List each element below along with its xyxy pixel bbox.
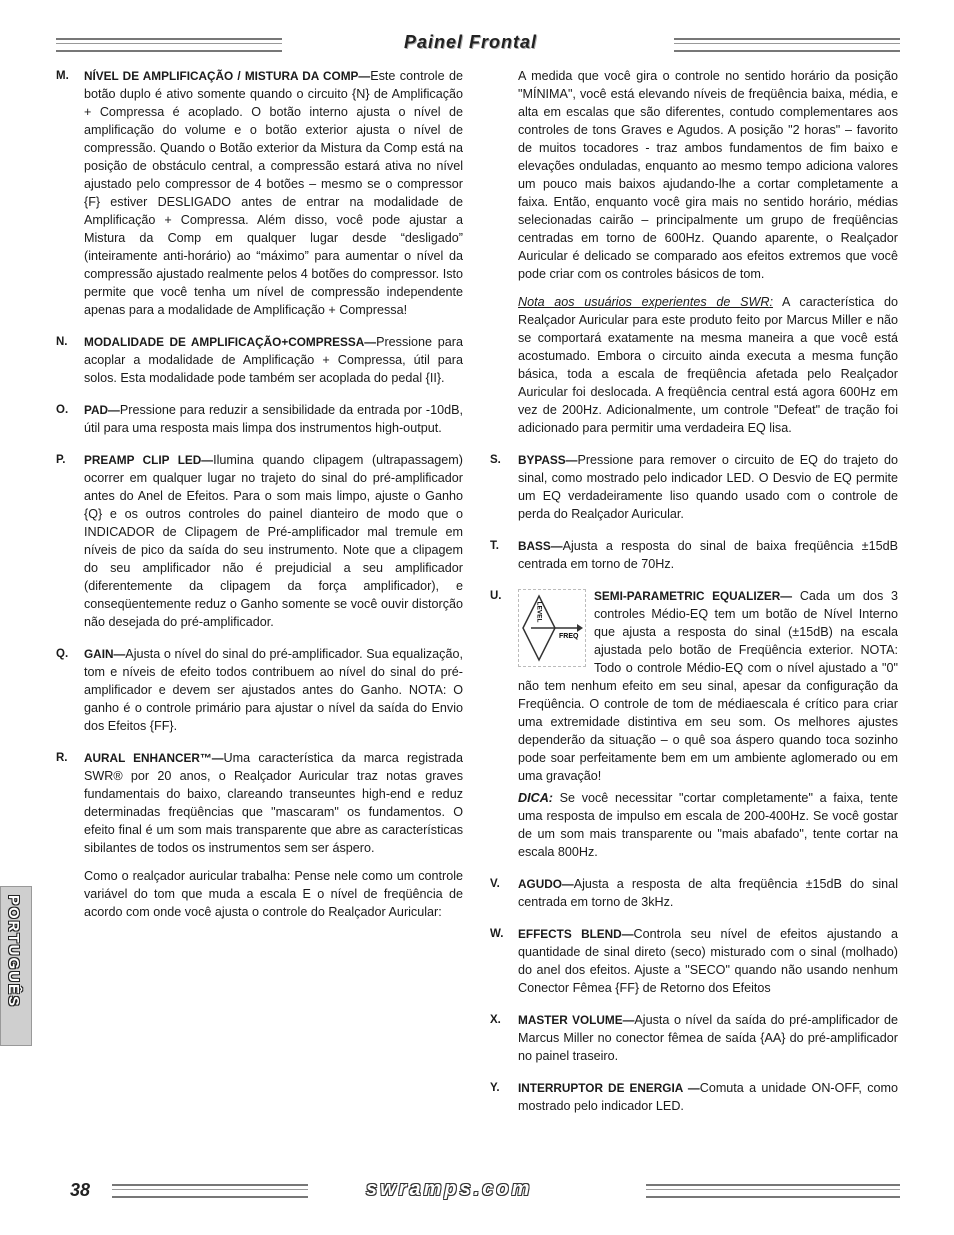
- item-term: PREAMP CLIP LED—: [84, 453, 214, 467]
- item-term: AGUDO—: [518, 877, 574, 891]
- item-m: [56, 67, 463, 319]
- item-letter: Y.: [490, 1082, 500, 1094]
- item-text: Pressione para remover o circuito de EQ do trajeto do sinal, como mostrado pelo indicador LED. O Desvio de EQ permite um EQ verdadeiramente liso quando usado com o controle de perda do Realçador Auricular.: [518, 453, 898, 521]
- item-text: Ajusta a resposta de alta freqüência ±15dB do sinal centrada em torno de 3kHz.: [518, 877, 898, 909]
- item-text: Ajusta a resposta do sinal de baixa freqüência ±15dB centrada em torno de 70Hz.: [518, 539, 898, 571]
- note-label: Nota aos usuários experientes de SWR:: [518, 295, 773, 309]
- item-term: PAD—: [84, 403, 120, 417]
- item-term: NÍVEL DE AMPLIFICAÇÃO / MISTURA DA COMP—: [84, 69, 371, 83]
- item-letter: M.: [56, 70, 69, 82]
- item-u: [490, 587, 898, 785]
- item-body: [518, 925, 898, 997]
- item-body: [518, 1079, 898, 1115]
- item-text: Ajusta o nível da saída do pré-amplificador de Marcus Miller no conector fêmea de saída {AA} do pré-amplificador no painel traseiro.: [518, 1013, 898, 1063]
- item-letter: T.: [490, 540, 499, 552]
- item-letter: Q.: [56, 648, 69, 660]
- item-body: [518, 587, 898, 785]
- item-body: [84, 333, 463, 387]
- item-text: Ajusta o nível do sinal do pré-amplificador. Sua equalização, tom e níveis de efeito todos contribuem ao nível do sinal do pré-amplificador e devem ser ajustados antes do Ganho. NOTA: O ganho é o controle primário para ajustar o nível da saída do Envio dos Efeitos {FF}.: [84, 647, 463, 733]
- item-body: [84, 67, 463, 319]
- item-letter: W.: [490, 928, 504, 940]
- item-letter: S.: [490, 454, 501, 466]
- item-p: [56, 451, 463, 631]
- item-n: [56, 333, 463, 387]
- item-letter: U.: [490, 590, 502, 602]
- item-text: Ilumina quando clipagem (ultrapassagem) ocorrer em qualquer lugar no trajeto do sinal do pré-amplificador antes do Anel de Efeitos. Para o som mais limpo, ajuste o Ganho {Q} e os outros controles do painel dianteiro de modo que o INDICADOR de Clipagem de Pré-amplificador mal tremule em níveis de pico da saída do seu instrumento. Note que a clipagem do seu amplificador não é prejudicial a seu amplificador (diferentemente da clipagem da força amplificador), e conseqüentemente reduz o Ganho somente se você ouvir distorção não desejada do pré-amplificador.: [84, 453, 463, 629]
- item-term: MASTER VOLUME—: [518, 1013, 635, 1027]
- item-letter: R.: [56, 752, 68, 764]
- item-body: [84, 451, 463, 631]
- item-body: [518, 1011, 898, 1065]
- page-number: 38: [70, 1180, 91, 1200]
- eq-knob-icon: [518, 589, 586, 667]
- item-q: [56, 645, 463, 735]
- item-text: Cada um dos 3 controles Médio-EQ tem um botão de Nível Interno que ajusta a resposta do sinal (±15dB) na escala ajustada pelo botão de Freqüência exterior. NOTA: Todo o controle Médio-EQ com o nível ajustado a "0" não tem nenhum efeito em seu sinal, apesar da configuração da Freqüência. O controle de tom de médiaescala é crítico para criar uma extremidade distintiva em seu som. Os melhores ajustes dependerão da situação – o quê soa áspero quando toca sozinho pode soar perfeitamente bem em um ambiente aglomerado ou em uma gravação!: [518, 589, 898, 783]
- item-letter: N.: [56, 336, 68, 348]
- item-t: [490, 537, 898, 573]
- dica-text: Se você necessitar "cortar completamente" a faixa, tente uma resposta de impulso em escala de 200-400Hz. Se você gostar de um som mais transparente ou "mais abafado", tente cortar na escala 800Hz.: [518, 791, 898, 859]
- item-v: [490, 875, 898, 911]
- item-text: Comuta a unidade ON-OFF, como mostrado pelo indicador LED.: [518, 1081, 898, 1113]
- item-term: BYPASS—: [518, 453, 578, 467]
- item-body: [518, 875, 898, 911]
- right-column: [490, 67, 898, 1129]
- footer-site: swramps.com: [366, 1178, 533, 1200]
- dica-label: DICA:: [518, 791, 553, 805]
- item-term: MODALIDADE DE AMPLIFICAÇÃO+COMPRESSA—: [84, 335, 377, 349]
- language-tab: [0, 886, 32, 1046]
- page-title: Painel Frontal: [404, 32, 538, 52]
- level-label: LEVEL: [535, 601, 543, 623]
- item-term: GAIN—: [84, 647, 126, 661]
- header-rule-left: [56, 38, 282, 52]
- item-letter: O.: [56, 404, 69, 416]
- freq-arrow-head: [577, 624, 583, 632]
- aural-enhancer-continued: A medida que você gira o controle no sentido horário da posição "MÍNIMA", você está elevando níveis de freqüência baixa, média, e alta em escalas que são diferentes, contudo complementares aos controles de tons Graves e Agudos. A posição "2 horas" – favorito de muitos tocadores - traz ambos fundamentos de fim baixo e elevações onduladas, enquanto ao mesmo tempo adiciona valores um pouco mais baixos ajudando-lhe a cortar completamente a faixa. Então, enquanto você gira mais no sentido horário, médias selecionadas cairão – principalmente um grupo de freqüências centradas em torno de 600Hz. Quando aparente, o Realçador Auricular é delicado se comparado aos efeitos extremos que você pode criar com os controles básicos de tom.: [518, 69, 898, 281]
- item-text: Controla seu nível de efeitos ajustando a quantidade de sinal direto (seco) misturado com o sinal (molhado) do anel dos efeitos. Ajuste a "SECO" quando não usando nenhum Conector Fêmea {FF} de Retorno dos Efeitos: [518, 927, 898, 995]
- item-body: [84, 749, 463, 931]
- item-text-2: Como o realçador auricular trabalha: Pense nele como um controle variável do tom que muda a escala E o nível de freqüência de acordo com onde você ajusta o controle do Realçador Auricular:: [84, 869, 463, 919]
- eq-knob-svg: [519, 590, 585, 666]
- item-term: SEMI-PARAMETRIC EQUALIZER—: [594, 589, 793, 603]
- swr-note: [518, 293, 898, 437]
- left-column: [56, 67, 463, 945]
- item-w: [490, 925, 898, 997]
- item-letter: P.: [56, 454, 66, 466]
- note-text: A característica do Realçador Auricular para este produto feito por Marcus Miller e não se comportará exatamente na mesma maneira a que você está acostumado. Embora o circuito ainda executa a mesma função básica, toda a escala de freqüência afetada pelo Realçador Auricular foi deslocada. A freqüência central está agora 600Hz em vez de 200Hz. Adicionalmente, um controle "Defeat" de tração foi adicionado para permitir uma verdadeira EQ lisa.: [518, 295, 898, 435]
- item-letter: X.: [490, 1014, 501, 1026]
- item-s: [490, 451, 898, 523]
- item-text: Pressione para acoplar a modalidade de Amplificação + Compressa, útil para solos. Esta modalidade pode também ser acoplada do pedal {II}.: [84, 335, 463, 385]
- item-o: [56, 401, 463, 437]
- item-body: [518, 451, 898, 523]
- item-text: Uma característica da marca registrada SWR® por 20 anos, o Realçador Auricular traz notas graves fundamentais do baixo, clareando transeuntes high-end e reduz determinadas freqüências que "mascaram" os fundamentos. O efeito final é um som mais transparente que abre as características sibilantes de todos os instrumentos sem ser áspero.: [84, 751, 463, 855]
- item-body: [84, 401, 463, 437]
- header-rule-right: [674, 38, 900, 52]
- item-text: Pressione para reduzir a sensibilidade da entrada por -10dB, útil para uma resposta mais limpa dos instrumentos high-output.: [84, 403, 463, 435]
- item-term: EFFECTS BLEND—: [518, 927, 634, 941]
- freq-label: FREQ: [559, 633, 579, 640]
- item-y: [490, 1079, 898, 1115]
- item-term: BASS—: [518, 539, 563, 553]
- item-term: INTERRUPTOR DE ENERGIA —: [518, 1081, 700, 1095]
- item-body: [518, 537, 898, 573]
- footer-rule-left: [112, 1184, 308, 1198]
- item-letter: V.: [490, 878, 500, 890]
- item-x: [490, 1011, 898, 1065]
- item-term: AURAL ENHANCER™—: [84, 751, 224, 765]
- language-tab-label: PORTUGUÊS: [5, 895, 22, 1009]
- dica-note: [518, 789, 898, 861]
- item-body: [84, 645, 463, 735]
- item-r: [56, 749, 463, 931]
- footer-rule-right: [646, 1184, 900, 1198]
- item-text: Este controle de botão duplo é ativo somente quando o circuito {N} de Amplificação + Compressa é acoplado. O botão interno ajusta o nível de amplificação do volume e o botão exterior ajusta o nível de compressão. Quando o Botão exterior da Mistura da Comp está na posição de obstáculo central, a compressão estará ativa no nível ajustado pelo compressor de 4 botões – mesmo se o compressor {F} estiver DESLIGADO antes de entrar na modalidade de Amplificação + Compressa. Além disso, você pode ajustar a Mistura da Comp em qualquer lugar desde “desligado” (inteiramente anti-horário) ao “máximo” para aumentar o nível da compressão ajustado realmente pelos 4 botões do compressor. Isto permite que você tenha um nível de compressão independente apenas para a modalidade de Amplificação + Compressa!: [84, 69, 463, 317]
